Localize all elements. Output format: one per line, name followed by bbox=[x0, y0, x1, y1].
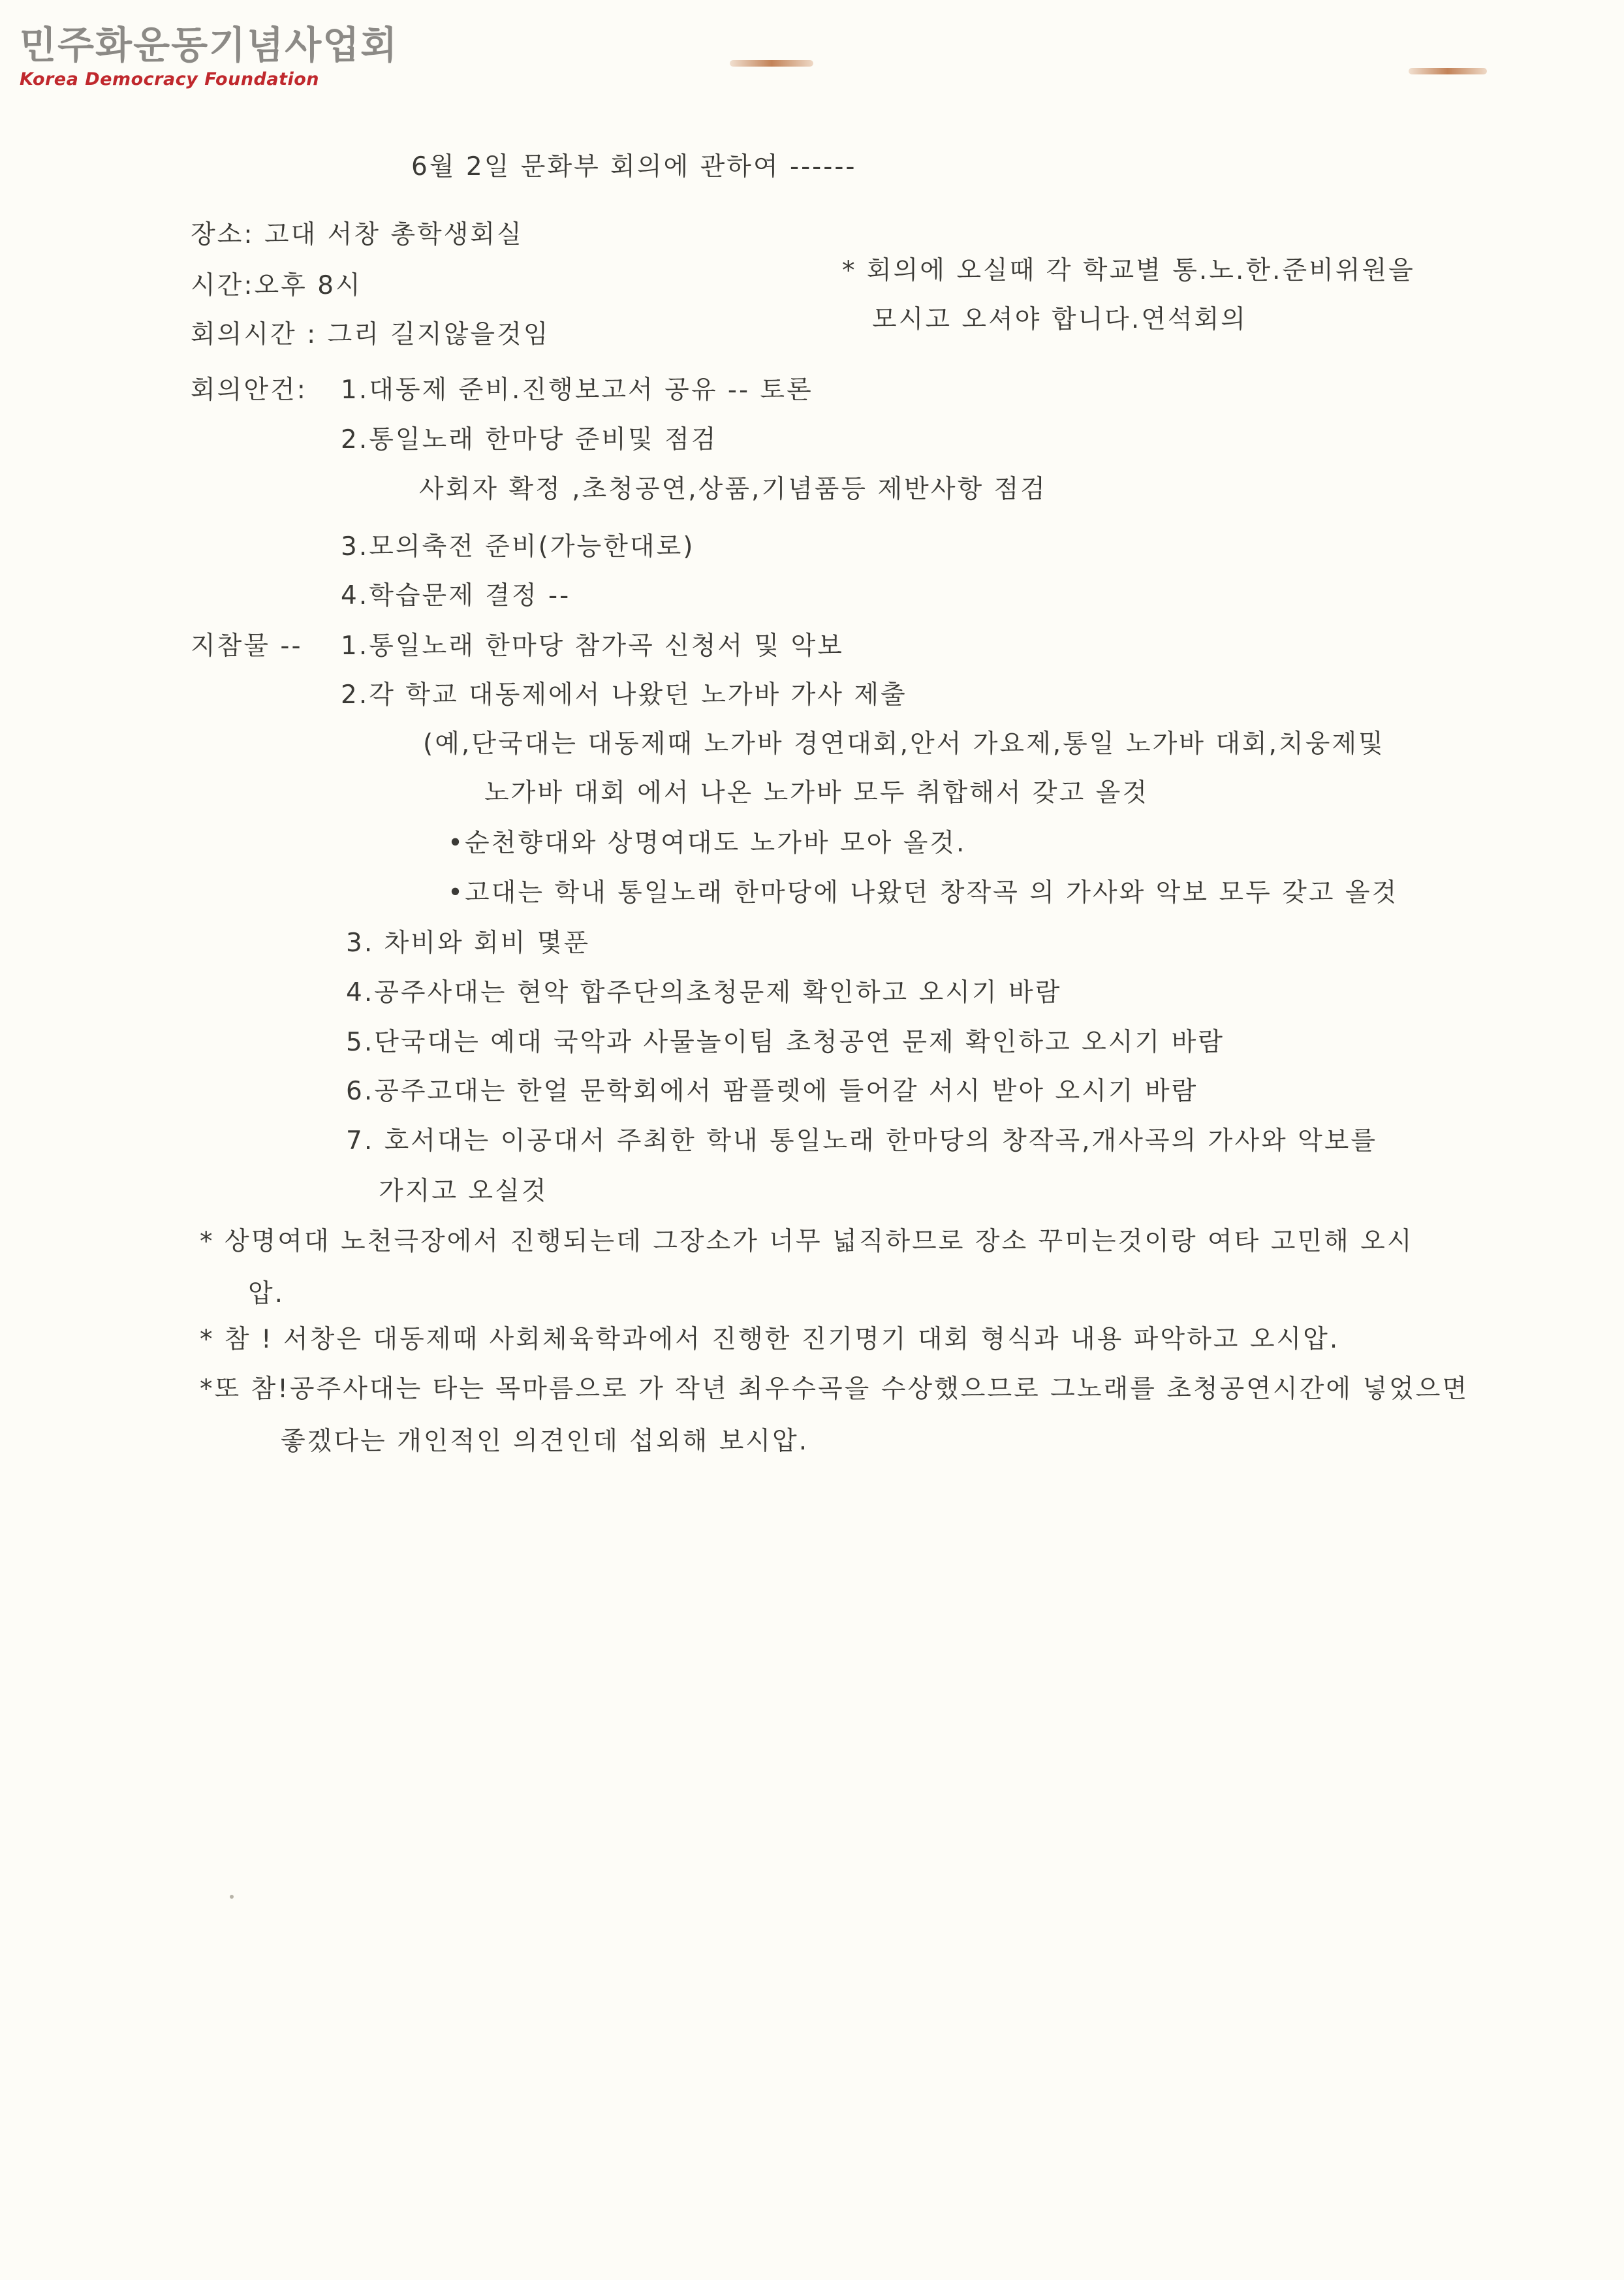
materials-item: •고대는 학내 통일노래 한마당에 나왔던 창작곡 의 가사와 악보 모두 갖고 올것 bbox=[448, 878, 1399, 908]
paper-stain bbox=[730, 60, 813, 67]
watermark-logo bbox=[20, 25, 398, 89]
watermark-english: Korea Democracy Foundation bbox=[20, 69, 320, 89]
agenda-item: 1.대동제 준비.진행보고서 공유 -- 토론 bbox=[341, 375, 813, 405]
watermark-korean: 민주화운동기념사업회 bbox=[20, 23, 399, 67]
agenda-item: 3.모의축전 준비(가능한대로) bbox=[341, 532, 695, 562]
materials-item: 노가바 대회 에서 나온 노가바 모두 취합해서 갖고 올것 bbox=[484, 778, 1149, 808]
note-line: 좋겠다는 개인적인 의견인데 섭외해 보시압. bbox=[281, 1427, 809, 1456]
materials-item: 5.단국대는 예대 국악과 사물놀이팀 초청공연 문제 확인하고 오시기 바람 bbox=[346, 1028, 1225, 1057]
materials-item: 가지고 오실것 bbox=[379, 1177, 548, 1206]
materials-item: 6.공주고대는 한얼 문학회에서 팜플렛에 들어갈 서시 받아 오시기 바람 bbox=[346, 1077, 1198, 1106]
meeting-time: 시간:오후 8시 bbox=[191, 271, 362, 300]
note-line: * 상명여대 노천극장에서 진행되는데 그장소가 너무 넓직하므로 장소 꾸미는것이랑 여타 고민해 오시 bbox=[200, 1227, 1414, 1256]
materials-item: 1.통일노래 한마당 참가곡 신청서 및 악보 bbox=[341, 631, 844, 661]
side-note-line: * 회의에 오실때 각 학교별 통.노.한.준비위원을 bbox=[842, 256, 1415, 285]
materials-item: 2.각 학교 대동제에서 나왔던 노가바 가사 제출 bbox=[341, 680, 907, 710]
note-line: * 참 ! 서창은 대동제때 사회체육학과에서 진행한 진기명기 대회 형식과 내용 파악하고 오시압. bbox=[200, 1325, 1340, 1354]
materials-item: 7. 호서대는 이공대서 주최한 학내 통일노래 한마당의 창작곡,개사곡의 가사와 악보를 bbox=[346, 1126, 1378, 1156]
side-note-line: 모시고 오셔야 합니다.연석회의 bbox=[872, 305, 1247, 334]
agenda-label: 회의안건: bbox=[191, 375, 307, 405]
document-title: 6월 2일 문화부 회의에 관하여 ------ bbox=[411, 152, 857, 182]
agenda-item: 사회자 확정 ,초청공연,상품,기념품등 제반사항 점검 bbox=[419, 475, 1047, 504]
meeting-duration: 회의시간 : 그리 길지않을것임 bbox=[191, 320, 550, 349]
materials-item: 4.공주사대는 현악 합주단의초청문제 확인하고 오시기 바람 bbox=[346, 978, 1062, 1007]
agenda-item: 2.통일노래 한마당 준비및 점검 bbox=[341, 425, 718, 454]
note-line: 압. bbox=[248, 1279, 285, 1308]
note-line: *또 참!공주사대는 타는 목마름으로 가 작년 최우수곡을 수상했으므로 그노래를 초청공연시간에 넣었으면 bbox=[200, 1374, 1469, 1404]
meeting-place: 장소: 고대 서창 총학생회실 bbox=[191, 220, 523, 249]
materials-item: 3. 차비와 회비 몇푼 bbox=[346, 928, 591, 958]
materials-label: 지참물 -- bbox=[191, 631, 303, 661]
materials-item: •순천향대와 상명여대도 노가바 모아 올것. bbox=[448, 829, 967, 858]
agenda-item: 4.학습문제 결정 -- bbox=[341, 581, 571, 610]
materials-item: (예,단국대는 대동제때 노가바 경연대회,안서 가요제,통일 노가바 대회,치웅제및 bbox=[423, 729, 1385, 759]
paper-stain bbox=[1409, 68, 1487, 74]
paper-speck bbox=[230, 1895, 234, 1899]
